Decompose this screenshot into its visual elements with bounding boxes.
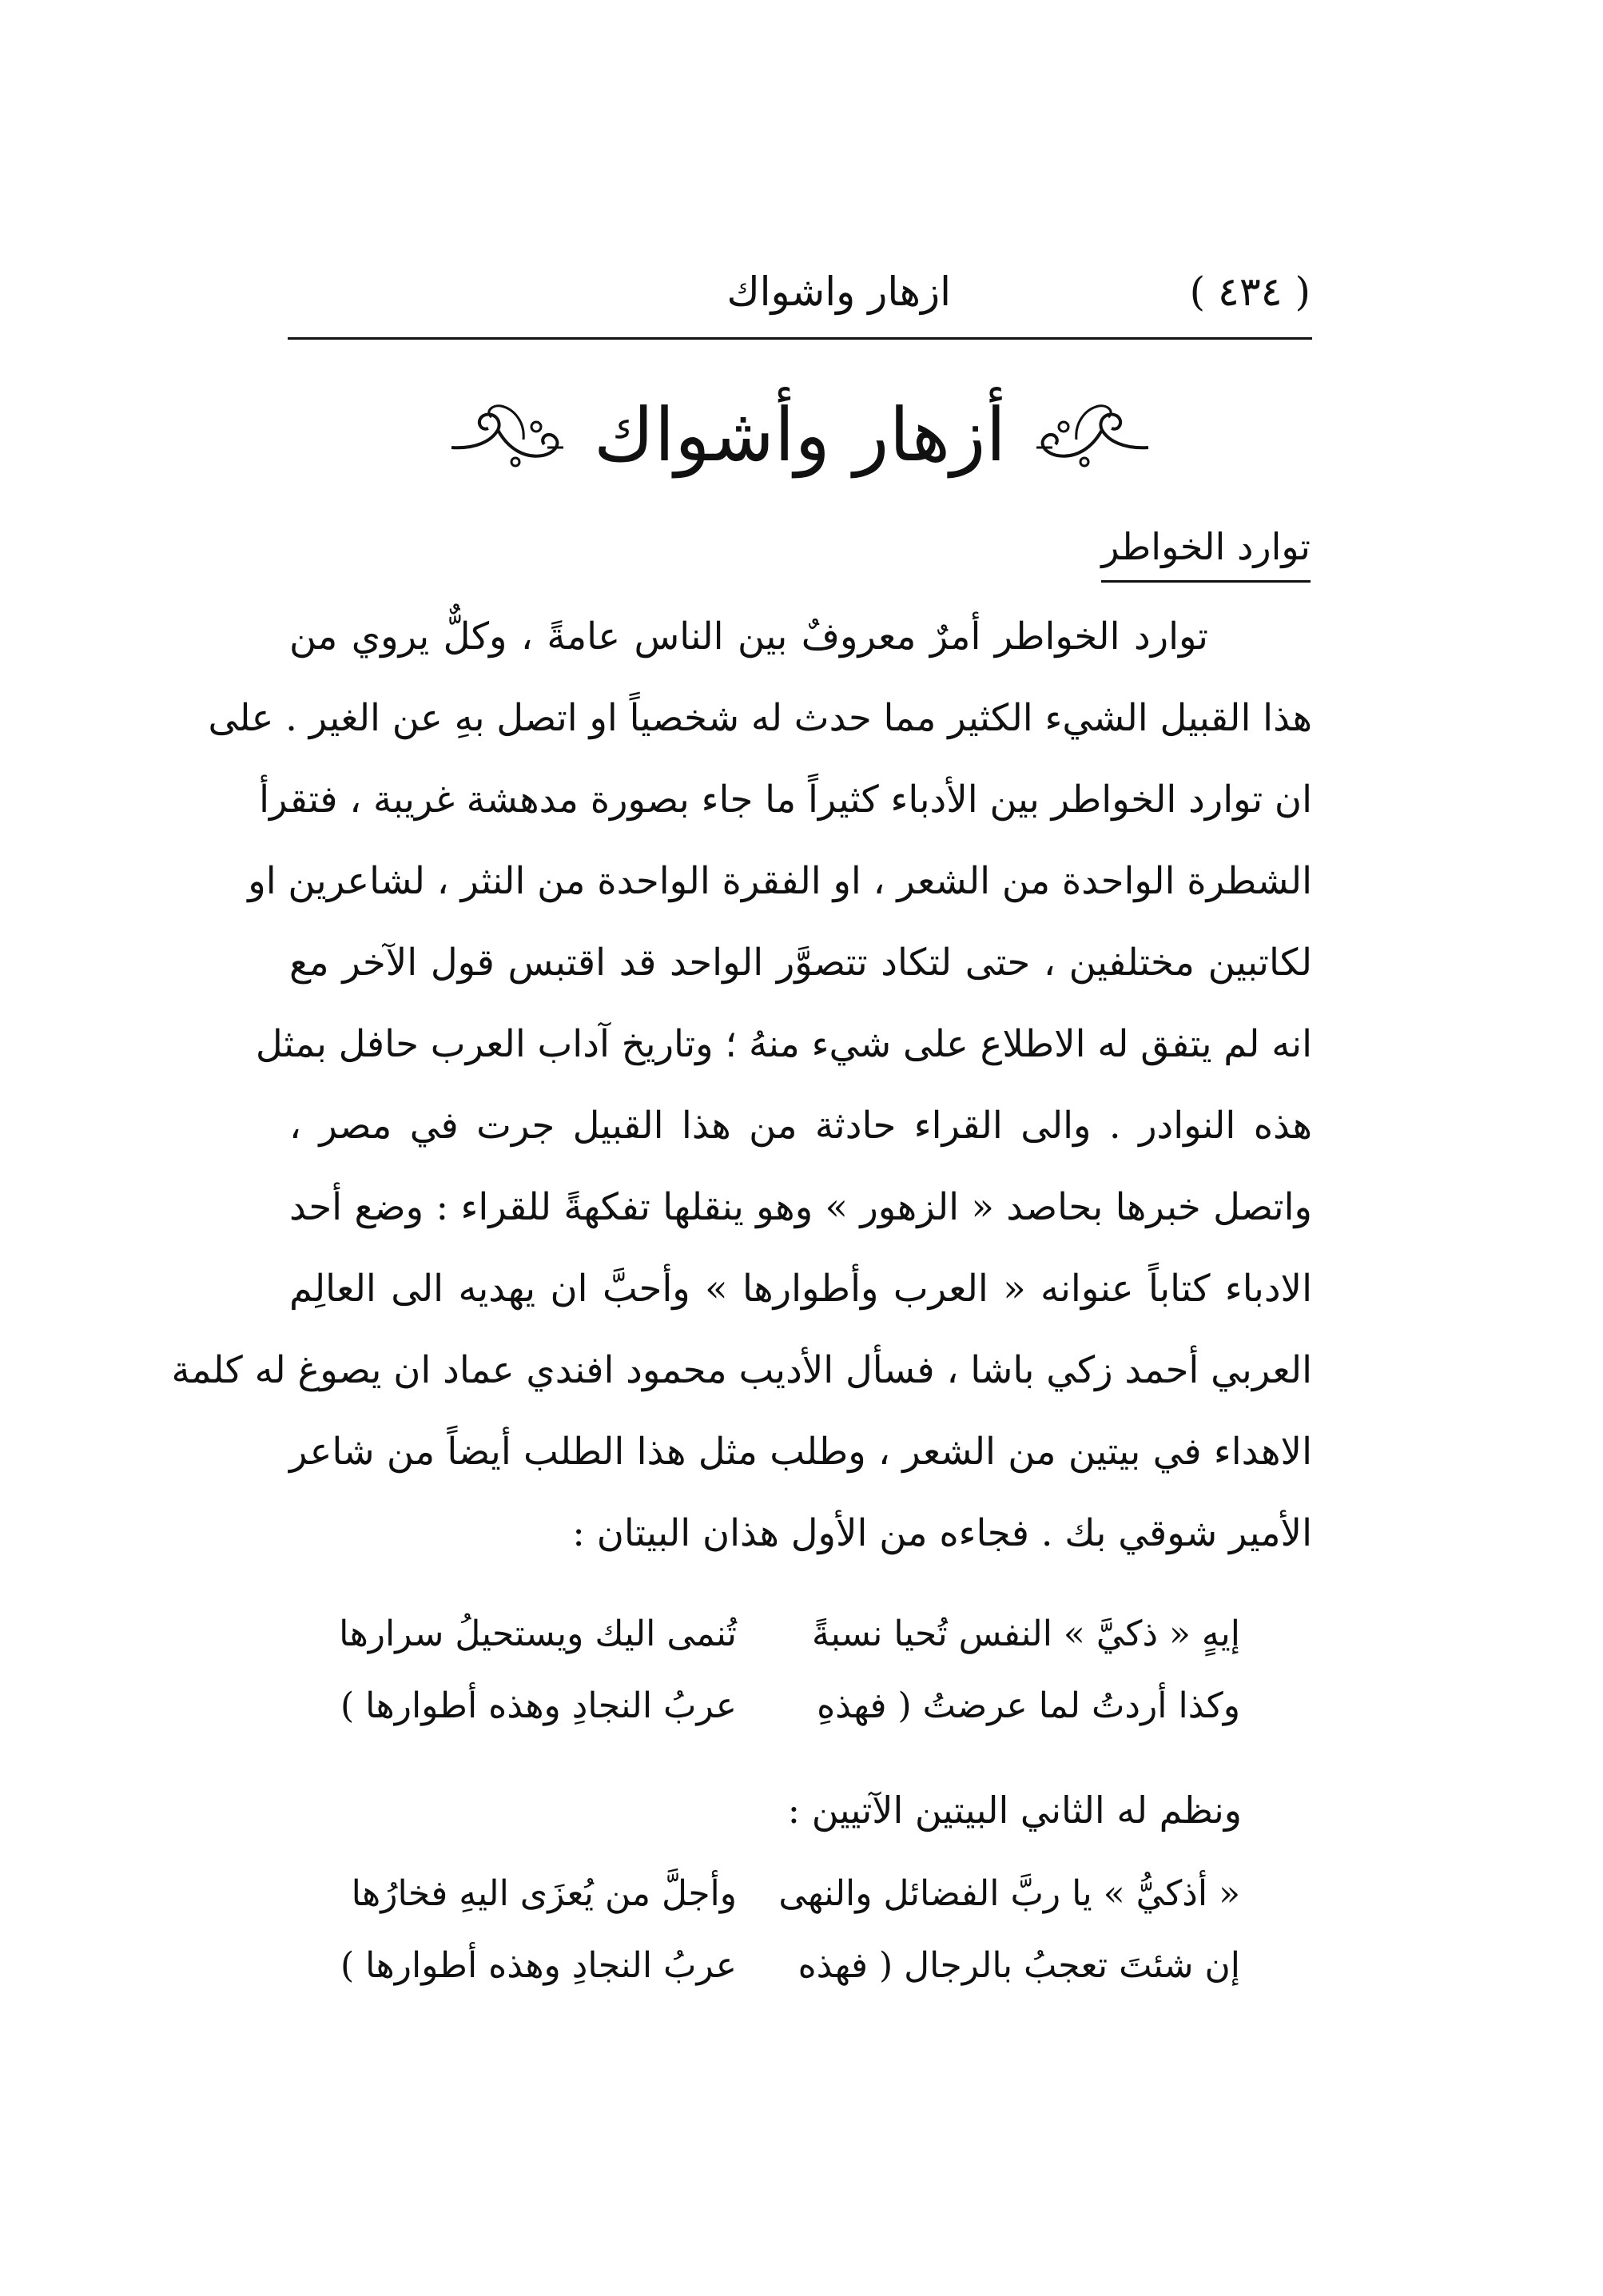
body-line: الاهداء في بيتين من الشعر ، وطلب مثل هذا الطلب أيضاً من شاعر	[289, 1430, 1312, 1473]
verse-second-hemistich: عربُ النجادِ وهذه أطوارها )	[340, 1685, 737, 1726]
verse-first-hemistich: وكذا أردتُ لما عرضتُ ( فهذهِ	[817, 1685, 1240, 1726]
page-number: ( ٤٣٤ )	[1189, 269, 1311, 315]
body-line: هذا القبيل الشيء الكثير مما حدث له شخصياً او اتصل بهِ عن الغير . على	[208, 696, 1312, 739]
verse-block-second	[289, 1858, 1312, 2002]
body-paragraph	[171, 595, 1312, 1574]
body-line: هذه النوادر . والى القراء حادثة من هذا القبيل جرت في مصر ،	[289, 1104, 1312, 1147]
body-line: انه لم يتفق له الاطلاع على شيء منهُ ؛ وتاريخ آداب العرب حافل بمثل	[255, 1022, 1312, 1065]
body-line: لكاتبين مختلفين ، حتى لتكاد تتصوَّر الواحد قد اقتبس قول الآخر مع	[289, 941, 1312, 984]
verse-line	[289, 1670, 1312, 1742]
floral-ornament-icon	[444, 392, 571, 479]
verse-line	[289, 1858, 1312, 1930]
body-line: واتصل خبرها بحاصد « الزهور » وهو ينقلها تفكهةً للقراء : وضع أحد	[289, 1185, 1312, 1228]
verses-intro-line: ونظم له الثاني البيتين الآتيين :	[787, 1789, 1242, 1832]
section-title-block	[288, 376, 1312, 495]
verse-second-hemistich: عربُ النجادِ وهذه أطوارها )	[340, 1945, 737, 1986]
body-line: ان توارد الخواطر بين الأدباء كثيراً ما جاء بصورة مدهشة غريبة ، فتقرأ	[259, 778, 1312, 821]
header-rule	[288, 337, 1312, 340]
verse-first-hemistich: إيهٍ « ذكيَّ » النفس تُحيا نسبةً	[812, 1614, 1240, 1654]
verse-first-hemistich: « أذكيُّ » يا ربَّ الفضائل والنهى	[778, 1873, 1240, 1914]
verse-second-hemistich: وأجلَّ من يُعزَى اليهِ فخارُها	[351, 1873, 737, 1914]
subheading: توارد الخواطر	[1101, 519, 1311, 583]
body-line: العربي أحمد زكي باشا ، فسأل الأديب محمود افندي عماد ان يصوغ له كلمة	[171, 1348, 1312, 1391]
verse-line	[289, 1930, 1312, 2002]
body-line: الادباء كتاباً عنوانه « العرب وأطوارها » وأحبَّ ان يهديه الى العالِم	[289, 1267, 1312, 1310]
verse-second-hemistich: تُنمى اليك ويستحيلُ سرارها	[339, 1614, 737, 1654]
running-title: ازهار واشواك	[726, 269, 951, 315]
body-line: الأمير شوقي بك . فجاءه من الأول هذان البيتان :	[572, 1511, 1312, 1554]
verse-first-hemistich: إن شئتَ تعجبُ بالرجال ( فهذه	[798, 1945, 1240, 1986]
section-title: أزهار وأشواك	[593, 392, 1007, 478]
floral-ornament-icon	[1028, 392, 1156, 479]
running-header	[288, 256, 1311, 328]
verse-line	[289, 1598, 1312, 1670]
body-line: توارد الخواطر أمرٌ معروفٌ بين الناس عامةً ، وكلٌّ يروي من	[289, 615, 1208, 658]
verse-block-first	[289, 1598, 1312, 1742]
body-line: الشطرة الواحدة من الشعر ، او الفقرة الواحدة من النثر ، لشاعرين او	[248, 859, 1312, 902]
